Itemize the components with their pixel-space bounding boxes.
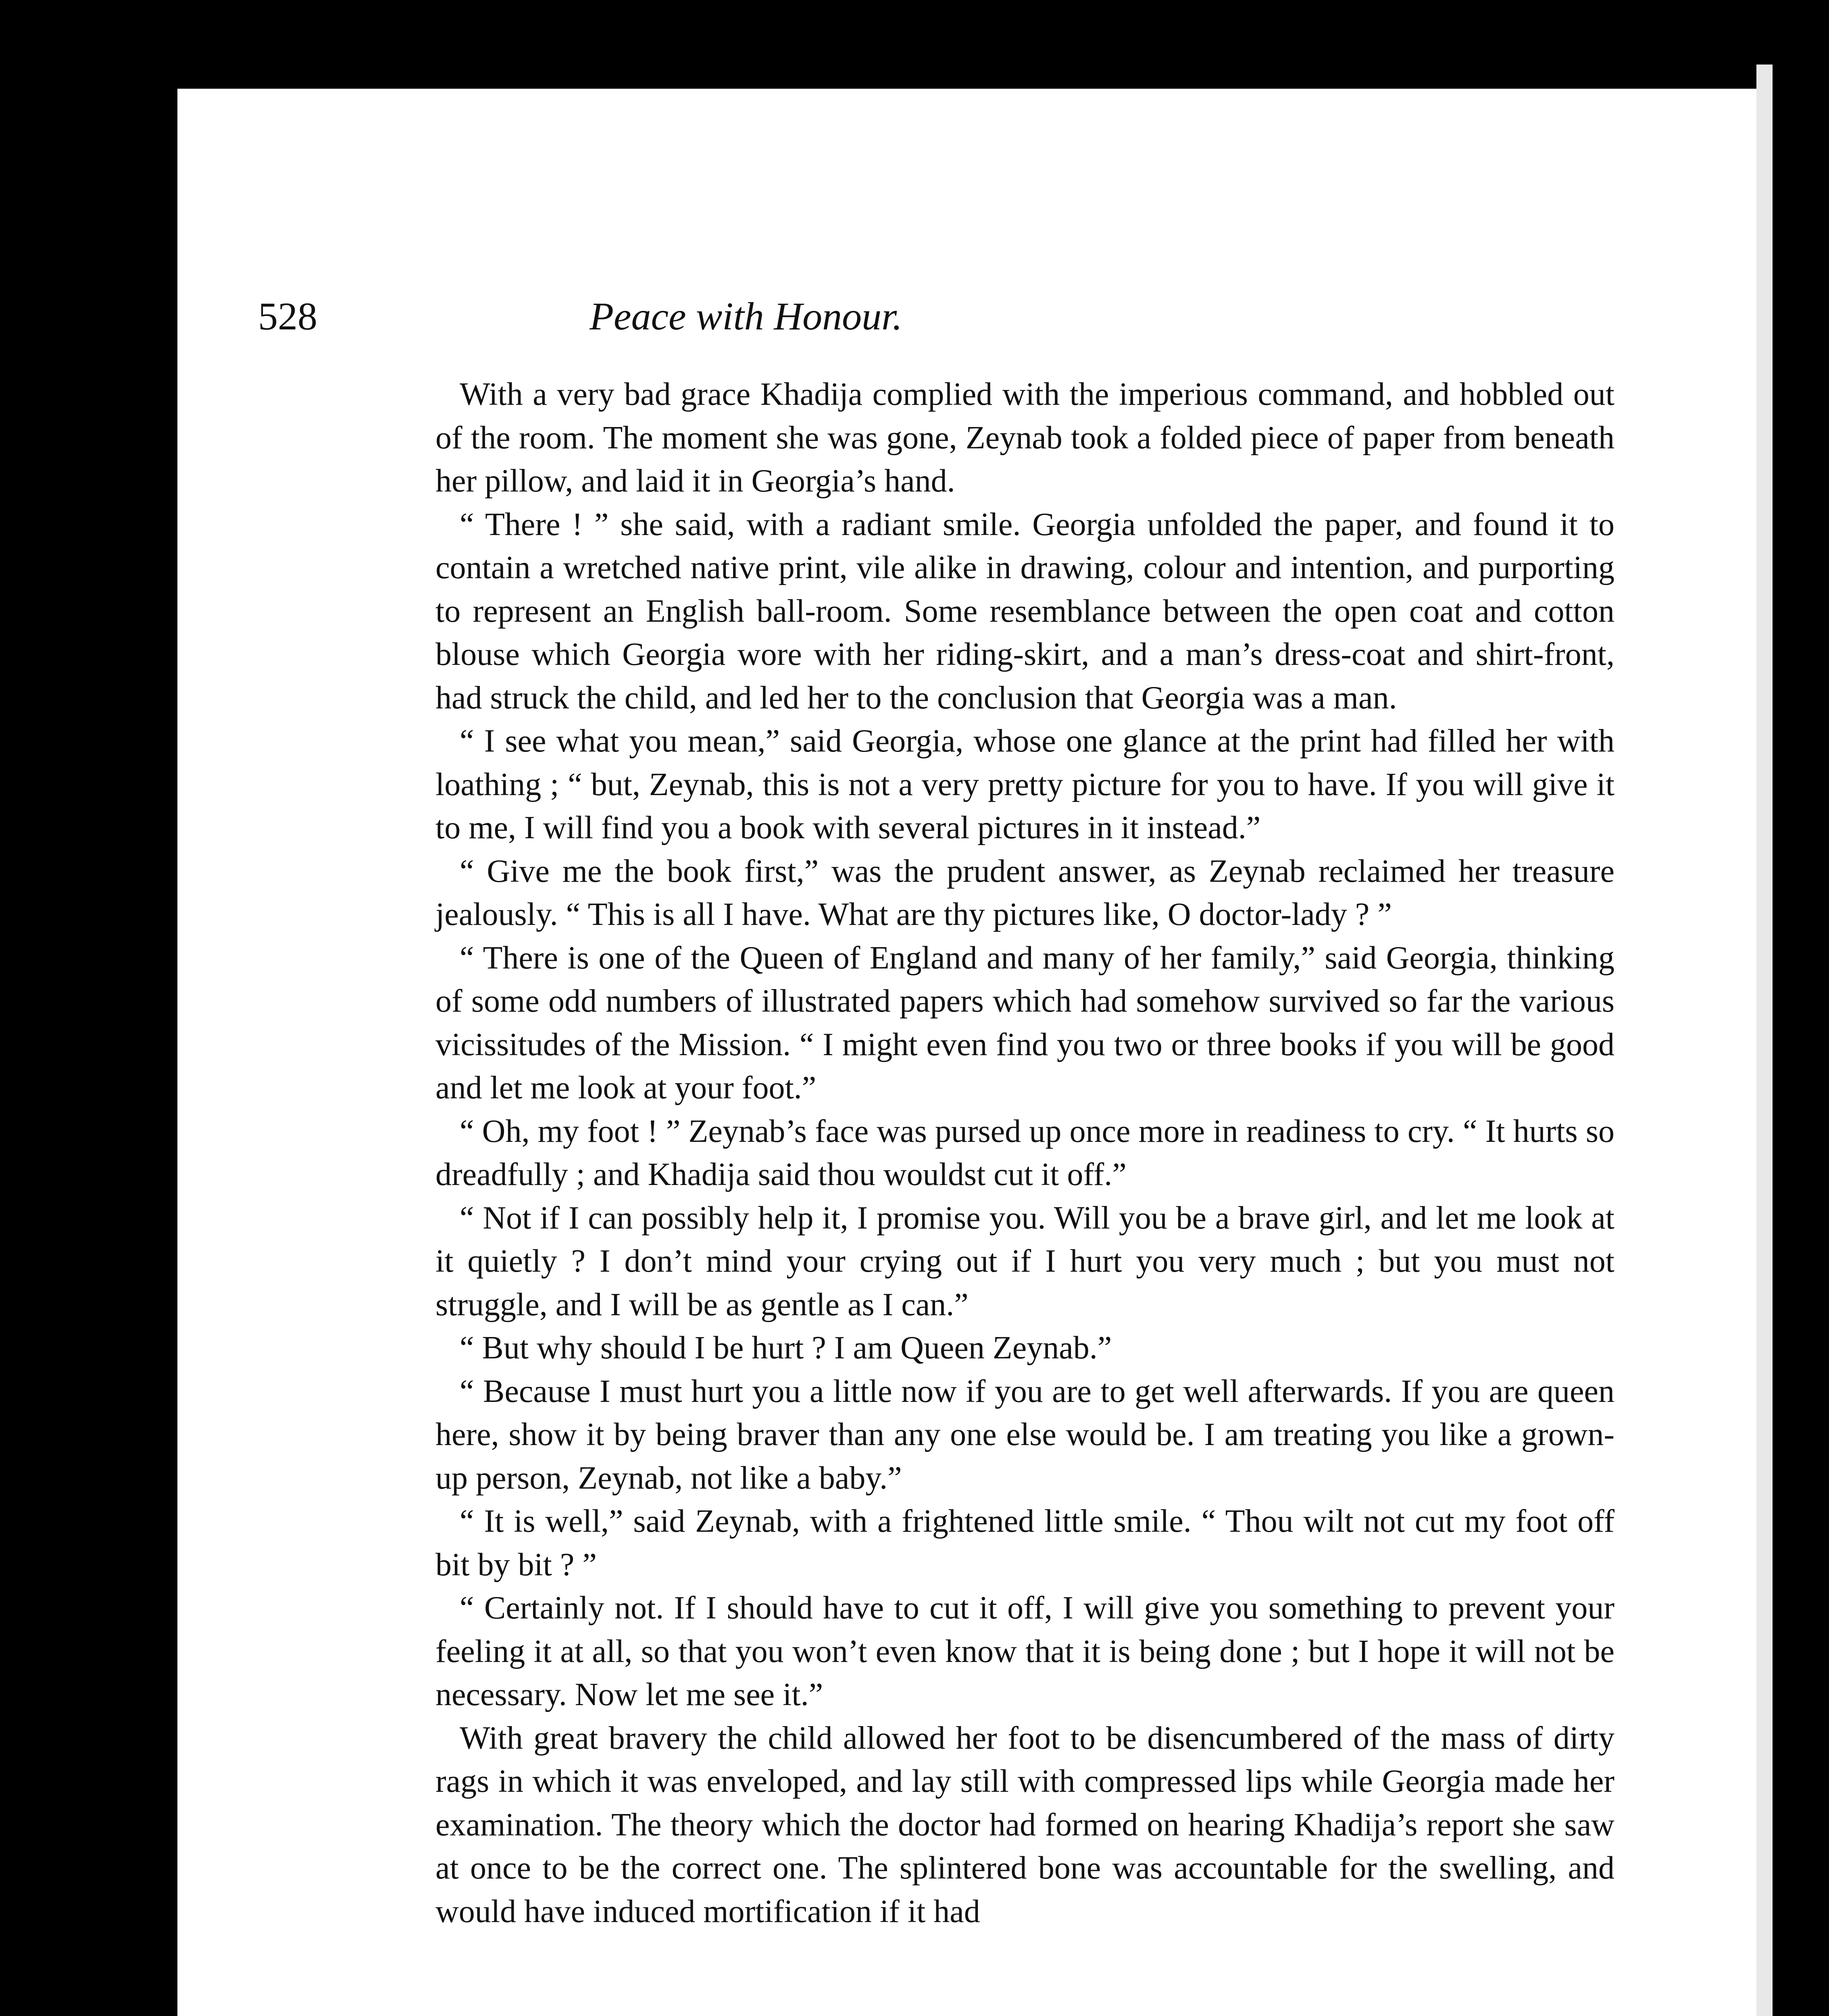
- paragraph: “ But why should I be hurt ? I am Queen Zeynab.”: [460, 1330, 1112, 1366]
- paragraph: “ There is one of the Queen of England and many of her family,” said Georgia, thinking of some odd numbers of illustrated papers which had somehow survived so far the various vicissitudes of the Mission. “ I might even find you two or three books if you will be good and let me look at your foot.”: [435, 940, 1614, 1106]
- paragraph: “ Certainly not. If I should have to cut it off, I will give you something to prevent your feeling it at all, so that you won’t even know that it is being done ; but I hope it will not be necessary. Now let me see it.”: [435, 1590, 1614, 1712]
- paragraph: “ There ! ” she said, with a radiant smile. Georgia unfolded the paper, and found it to contain a wretched native print, vile alike in drawing, colour and intention, and purporting to represent an English ball-room. Some resemblance between the open coat and cotton blouse which Georgia wore with her riding-skirt, and a man’s dress-coat and shirt-front, had struck the child, and led her to the conclusion that Georgia was a man.: [435, 506, 1614, 716]
- paragraph: With a very bad grace Khadija complied with the imperious command, and hobbled out of the room. The moment she was gone, Zeynab took a folded piece of paper from beneath her pillow, and laid it in Georgia’s hand.: [435, 377, 1614, 499]
- paragraph: With great bravery the child allowed her foot to be disencumbered of the mass of dirty rags in which it was enveloped, and lay still with compressed lips while Georgia made her examination. The theory which the doctor had formed on hearing Khadija’s report she saw at once to be the correct one. The splintered bone was accountable for the swelling, and would have induced mortification if it had: [435, 1720, 1614, 1929]
- paragraph: “ It is well,” said Zeynab, with a frightened little smile. “ Thou wilt not cut my foot off bit by bit ? ”: [435, 1504, 1614, 1583]
- body-text: [435, 373, 1614, 1933]
- paragraph: “ Oh, my foot ! ” Zeynab’s face was pursed up once more in readiness to cry. “ It hurts so dreadfully ; and Khadija said thou wouldst cut it off.”: [435, 1113, 1614, 1192]
- facing-page-edge: [1756, 65, 1773, 2016]
- paragraph: “ Because I must hurt you a little now if you are to get well afterwards. If you are queen here, show it by being braver than any one else would be. I am treating you like a grown-up person, Zeynab, not like a baby.”: [435, 1373, 1614, 1496]
- page-number: 528: [258, 295, 317, 338]
- paragraph: “ Give me the book first,” was the prudent answer, as Zeynab reclaimed her treasure jealously. “ This is all I have. What are thy pictures like, O doctor-lady ? ”: [435, 853, 1614, 932]
- running-title: Peace with Honour.: [590, 295, 902, 338]
- page-header: [258, 288, 1234, 345]
- paragraph: “ Not if I can possibly help it, I promise you. Will you be a brave girl, and let me look at it quietly ? I don’t mind your crying out if I hurt you very much ; but you must not struggle, and I will be as gentle as I can.”: [435, 1200, 1614, 1322]
- paragraph: “ I see what you mean,” said Georgia, whose one glance at the print had filled her with loathing ; “ but, Zeynab, this is not a very pretty picture for you to have. If you will give it to me, I will find you a book with several pictures in it instead.”: [435, 723, 1614, 846]
